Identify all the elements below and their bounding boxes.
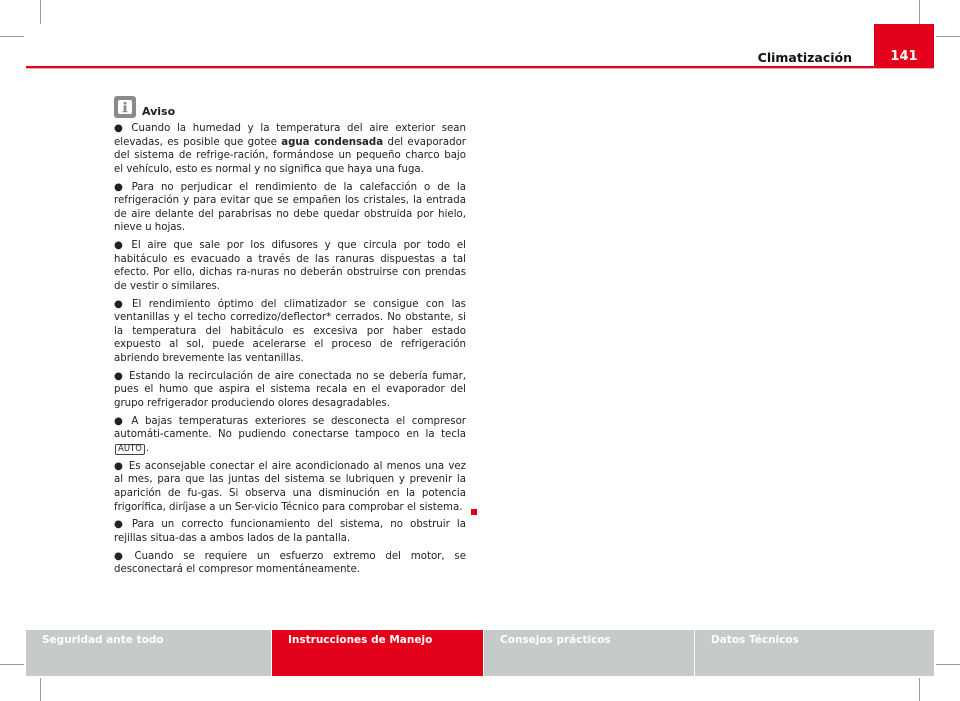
crop-mark xyxy=(0,664,24,665)
tab-consejos[interactable]: Consejos prácticos xyxy=(483,630,694,676)
auto-key-label: AUTO xyxy=(115,444,145,455)
list-item: ● A bajas temperaturas exteriores se desconecta el compresor automáti-camente. No pudiendo conectarse tampoco en la tecla AUTO . xyxy=(114,415,466,454)
notice-title: Aviso xyxy=(142,105,176,118)
tab-seguridad[interactable]: Seguridad ante todo xyxy=(26,630,271,676)
list-item: ● Es aconsejable conectar el aire acondicionado al menos una vez al mes, para que las juntas del sistema se lubriquen y prevenir la aparición de fu-gas. Si observa una disminución en la potencia frigorífica, diríjase a un Ser-vicio Técnico para comprobar el sistema. xyxy=(114,460,466,513)
page-number: 141 xyxy=(890,49,918,64)
page-number-tab xyxy=(874,24,934,66)
info-glyph-icon xyxy=(117,99,133,115)
tab-datos-tecnicos[interactable]: Datos Técnicos xyxy=(694,630,934,676)
crop-mark xyxy=(936,664,960,665)
info-notice-icon xyxy=(114,96,136,118)
notice-header xyxy=(114,96,466,118)
crop-mark xyxy=(919,678,920,701)
crop-mark xyxy=(0,36,24,37)
crop-mark xyxy=(40,0,41,24)
section-end-marker xyxy=(471,509,477,515)
list-item: ● El aire que sale por los difusores y que circula por todo el habitáculo es evacuado a través de las ranuras dispuestas a tal efecto. Por ello, dichas ra-nuras no deberán obstruirse con prendas de vestir o similares. xyxy=(114,240,466,292)
header-rule xyxy=(26,66,934,68)
notice-block xyxy=(114,96,466,581)
list-item: ● Cuando la humedad y la temperatura del aire exterior sean elevadas, es posible que gotee agua condensada del evaporador del sistema de refrige-ración, formándose un pequeño charco bajo el vehículo, esto es normal y no significa que haya una fuga. xyxy=(114,123,466,175)
footer-nav xyxy=(26,630,934,676)
crop-mark xyxy=(919,0,920,24)
list-item: ● Para no perjudicar el rendimiento de la calefacción o de la refrigeración y para evitar que se empañen los cristales, la entrada de aire delante del parabrisas no debe quedar obstruida por hielo, nieve u hojas. xyxy=(114,181,467,234)
crop-mark xyxy=(936,36,960,37)
list-item: ● Cuando se requiere un esfuerzo extremo del motor, se desconectará el compresor momentáneamente. xyxy=(114,550,466,576)
list-item: ● El rendimiento óptimo del climatizador se consigue con las ventanillas y el techo corredizo/deflector* cerrados. No obstante, si la temperatura del habitáculo es excesiva por haber estado expuesto al sol, puede acelerarse el proceso de refrigeración abriendo brevemente las ventanillas. xyxy=(114,298,466,365)
section-title: Climatización xyxy=(757,50,852,65)
tab-instrucciones[interactable]: Instrucciones de Manejo xyxy=(271,630,483,676)
list-item: ● Estando la recirculación de aire conectada no se debería fumar, pues el humo que aspira el sistema recala en el evaporador del grupo refrigerador produciendo olores desagradables. xyxy=(114,370,467,410)
list-item: ● Para un correcto funcionamiento del sistema, no obstruir la rejillas situa-das a ambos lados de la pantalla. xyxy=(114,519,467,544)
crop-mark xyxy=(40,678,41,701)
